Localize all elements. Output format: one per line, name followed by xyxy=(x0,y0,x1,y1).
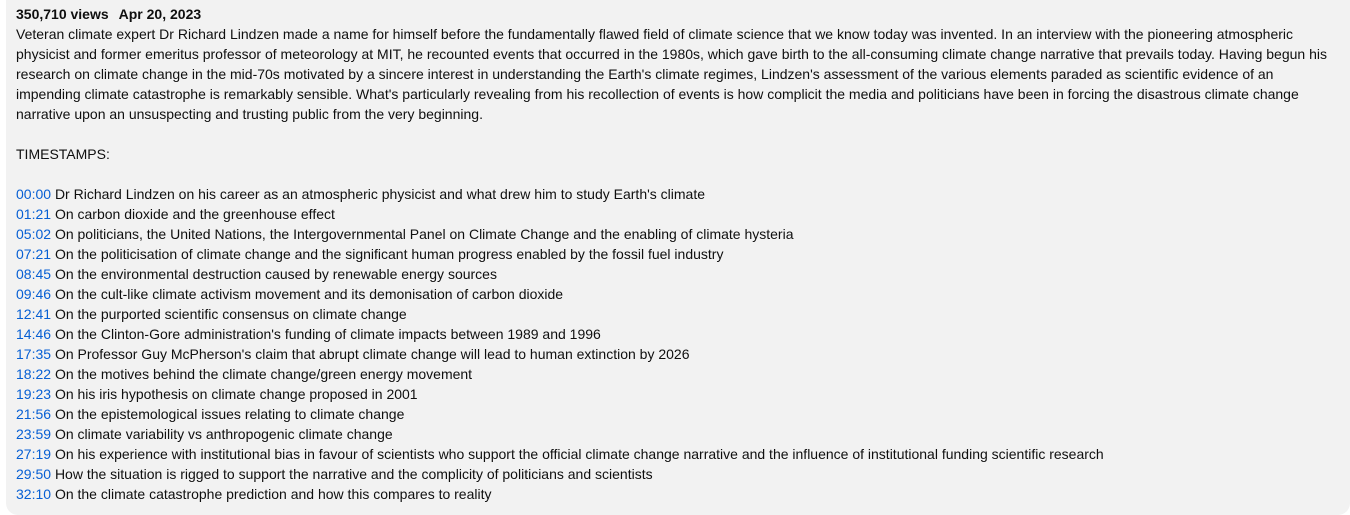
timestamp-link[interactable]: 17:35 xyxy=(16,346,52,362)
timestamp-chapter-title: On carbon dioxide and the greenhouse effect xyxy=(54,206,335,222)
timestamp-link[interactable]: 23:59 xyxy=(16,426,52,442)
timestamp-link[interactable]: 27:19 xyxy=(16,446,52,462)
timestamp-item xyxy=(16,324,1340,344)
timestamps-list xyxy=(16,184,1340,504)
blank-line xyxy=(16,124,1340,144)
timestamp-link[interactable]: 19:23 xyxy=(16,386,52,402)
timestamp-chapter-title: How the situation is rigged to support the narrative and the complicity of politicians and scientists xyxy=(54,466,653,482)
description-text: Veteran climate expert Dr Richard Lindzen made a name for himself before the fundamentally flawed field of climate science that we know today was invented. In an interview with the pioneering atmospheric physicist and former emeritus professor of meteorology at MIT, he recounted events that occurred in the 1980s, which gave birth to the all-consuming climate change narrative that prevails today. Having begun his research on climate change in the mid-70s motivated by a sincere interest in understanding the Earth's climate regimes, Lindzen's assessment of the various elements paraded as scientific evidence of an impending climate catastrophe is remarkably sensible. What's particularly revealing from his recollection of events is how complicit the media and politicians have been in forcing the disastrous climate change narrative upon an unsuspecting and trusting public from the very beginning. xyxy=(16,26,1327,122)
timestamp-item xyxy=(16,284,1340,304)
timestamp-link[interactable]: 00:00 xyxy=(16,186,52,202)
timestamp-item xyxy=(16,244,1340,264)
timestamp-chapter-title: On Professor Guy McPherson's claim that abrupt climate change will lead to human extinction by 2026 xyxy=(54,346,690,362)
timestamp-chapter-title: On the epistemological issues relating to climate change xyxy=(54,406,405,422)
timestamp-item xyxy=(16,184,1340,204)
timestamp-link[interactable]: 18:22 xyxy=(16,366,52,382)
timestamp-item xyxy=(16,224,1340,244)
timestamp-item xyxy=(16,204,1340,224)
timestamp-item xyxy=(16,264,1340,284)
timestamp-item xyxy=(16,304,1340,324)
video-description-panel[interactable] xyxy=(6,0,1350,515)
timestamps-heading: TIMESTAMPS: xyxy=(16,146,110,162)
timestamp-chapter-title: On the politicisation of climate change and the significant human progress enabled by the fossil fuel industry xyxy=(54,246,724,262)
timestamp-chapter-title: On the climate catastrophe prediction and how this compares to reality xyxy=(54,486,492,502)
timestamp-chapter-title: On his experience with institutional bias in favour of scientists who support the official climate change narrative and the influence of institutional funding scientific research xyxy=(54,446,1104,462)
timestamp-item xyxy=(16,344,1340,364)
timestamp-link[interactable]: 29:50 xyxy=(16,466,52,482)
timestamp-link[interactable]: 14:46 xyxy=(16,326,52,342)
timestamp-chapter-title: On the cult-like climate activism movement and its demonisation of carbon dioxide xyxy=(54,286,564,302)
video-meta xyxy=(16,4,1340,24)
blank-line xyxy=(16,164,1340,184)
timestamp-item xyxy=(16,404,1340,424)
timestamp-link[interactable]: 21:56 xyxy=(16,406,52,422)
timestamp-chapter-title: On politicians, the United Nations, the Intergovernmental Panel on Climate Change and the enabling of climate hysteria xyxy=(54,226,794,242)
timestamp-chapter-title: Dr Richard Lindzen on his career as an atmospheric physicist and what drew him to study Earth's climate xyxy=(54,186,706,202)
timestamp-chapter-title: On his iris hypothesis on climate change proposed in 2001 xyxy=(54,386,418,402)
timestamp-link[interactable]: 32:10 xyxy=(16,486,52,502)
timestamp-chapter-title: On the Clinton-Gore administration's funding of climate impacts between 1989 and 1996 xyxy=(54,326,601,342)
timestamp-item xyxy=(16,384,1340,404)
timestamp-chapter-title: On the environmental destruction caused by renewable energy sources xyxy=(54,266,497,282)
timestamp-chapter-title: On climate variability vs anthropogenic climate change xyxy=(54,426,393,442)
timestamp-link[interactable]: 07:21 xyxy=(16,246,52,262)
timestamp-item xyxy=(16,364,1340,384)
timestamp-item xyxy=(16,484,1340,504)
timestamp-link[interactable]: 12:41 xyxy=(16,306,52,322)
timestamp-link[interactable]: 08:45 xyxy=(16,266,52,282)
timestamp-chapter-title: On the motives behind the climate change/green energy movement xyxy=(54,366,473,382)
timestamp-link[interactable]: 01:21 xyxy=(16,206,52,222)
timestamp-item xyxy=(16,424,1340,444)
timestamp-link[interactable]: 05:02 xyxy=(16,226,52,242)
timestamp-item xyxy=(16,464,1340,484)
upload-date: Apr 20, 2023 xyxy=(118,6,202,22)
timestamp-chapter-title: On the purported scientific consensus on climate change xyxy=(54,306,407,322)
timestamp-link[interactable]: 09:46 xyxy=(16,286,52,302)
timestamp-item xyxy=(16,444,1340,464)
view-count: 350,710 views xyxy=(16,6,109,22)
